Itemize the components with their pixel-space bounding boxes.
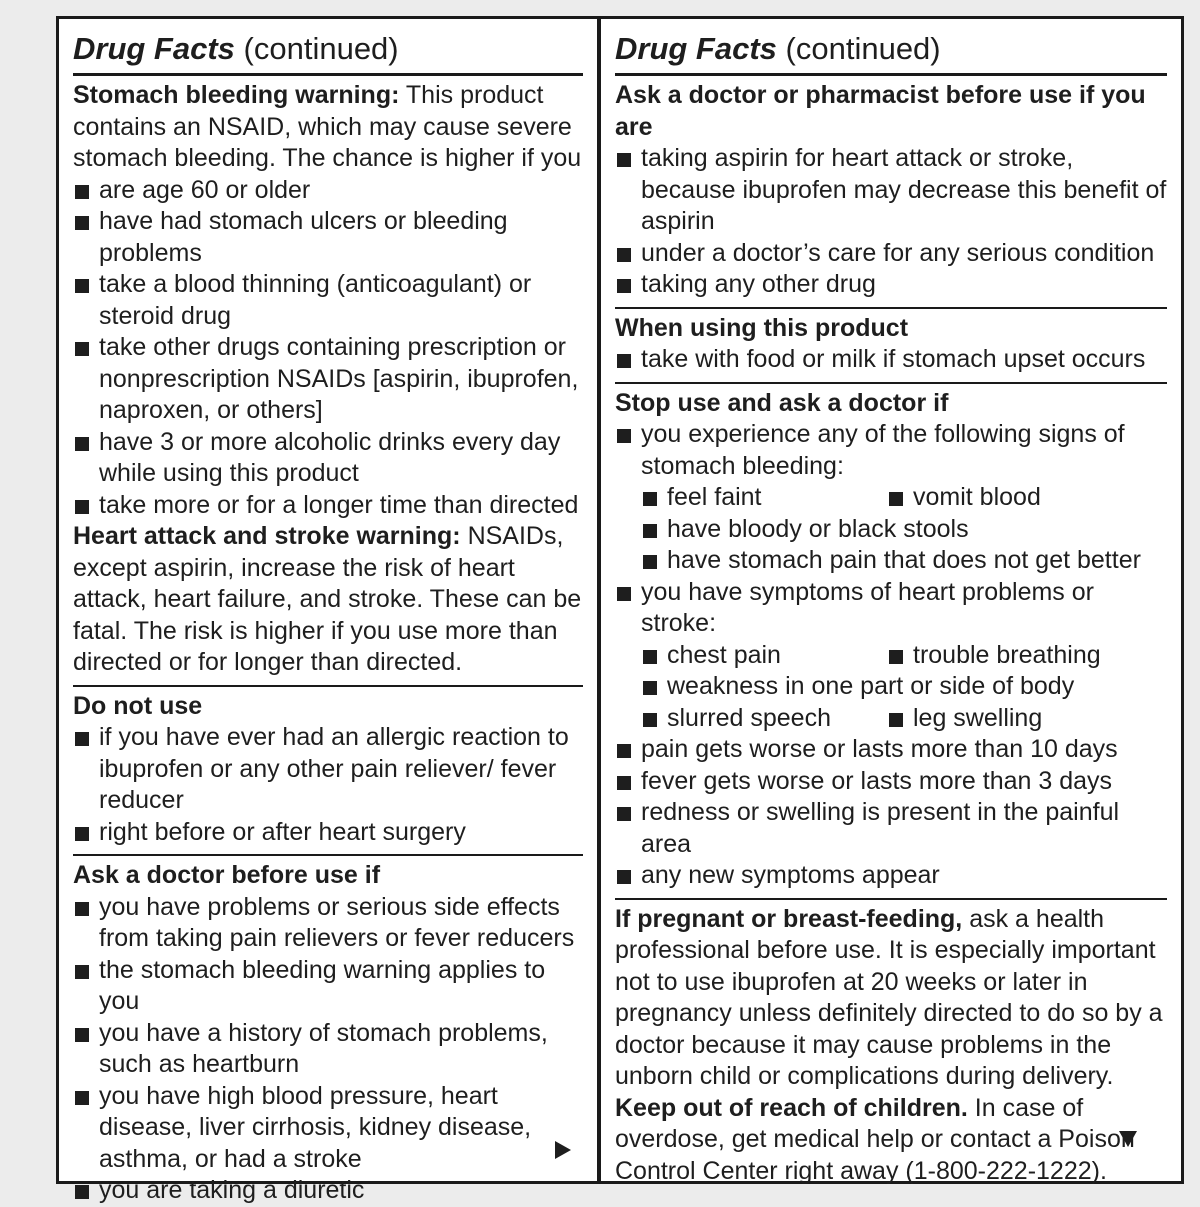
list-item: chest pain	[641, 640, 887, 672]
do-not-use-section	[73, 685, 583, 849]
list-item: weakness in one part or side of body	[641, 671, 1167, 703]
header-title: Drug Facts	[73, 31, 235, 66]
list-item: the stomach bleeding warning applies to you	[73, 955, 583, 1018]
continue-down-arrow-icon	[1119, 1131, 1137, 1147]
list-item: have had stomach ulcers or bleeding problems	[73, 206, 583, 269]
list-item: have 3 or more alcoholic drinks every day while using this product	[73, 427, 583, 490]
right-header	[615, 27, 1167, 76]
header-title: Drug Facts	[615, 31, 777, 66]
stop-use-section	[615, 382, 1167, 892]
list-item: fever gets worse or lasts more than 3 days	[615, 766, 1167, 798]
ask-doctor-section	[73, 854, 583, 1207]
right-panel	[598, 16, 1184, 1184]
stomach-bleeding-text: Stomach bleeding warning: This product contains an NSAID, which may cause severe stomach bleeding. The chance is higher if you	[73, 81, 582, 172]
list-item: under a doctor’s care for any serious condition	[615, 238, 1167, 270]
list-item: you have problems or serious side effects from taking pain relievers or fever reducers	[73, 892, 583, 955]
when-using-section	[615, 307, 1167, 376]
list-item: take other drugs containing prescription or nonprescription NSAIDs [aspirin, ibuprofen, naproxen, or others]	[73, 332, 583, 427]
list-item: slurred speech	[641, 703, 887, 735]
stomach-bleeding-list	[73, 175, 583, 522]
list-item: take with food or milk if stomach upset occurs	[615, 344, 1167, 376]
list-item: leg swelling	[887, 703, 1042, 735]
list-item: you experience any of the following signs of stomach bleeding: feel faint vomit blood have bloody or black stools have stomach pain that does not get better	[615, 419, 1167, 577]
list-item: taking aspirin for heart attack or stroke, because ibuprofen may decrease this benefit of aspirin	[615, 143, 1167, 238]
pregnancy-section	[615, 898, 1167, 1188]
section-title: Ask a doctor before use if	[73, 861, 381, 889]
heart-warning-text: Heart attack and stroke warning: NSAIDs, except aspirin, increase the risk of heart attack, heart failure, and stroke. These can be fatal. The risk is higher if you use more than directed or for longer than directed.	[73, 522, 582, 676]
list-item: you have a history of stomach problems, such as heartburn	[73, 1018, 583, 1081]
list-item: pain gets worse or lasts more than 10 days	[615, 734, 1167, 766]
list-item: feel faint	[641, 482, 887, 514]
left-panel	[56, 16, 600, 1204]
list-item: have bloody or black stools	[641, 514, 1167, 546]
list-item: take more or for a longer time than directed	[73, 490, 583, 522]
list-item: are age 60 or older	[73, 175, 583, 207]
section-title: Stop use and ask a doctor if	[615, 388, 949, 417]
list-item: vomit blood	[887, 482, 1041, 514]
heart-pair	[641, 703, 1167, 735]
list-item: have stomach pain that does not get better	[641, 545, 1167, 577]
header-suffix: (continued)	[234, 31, 399, 66]
section-title: Do not use	[73, 691, 203, 720]
list-item: trouble breathing	[887, 640, 1101, 672]
section-title: Ask a doctor or pharmacist before use if you are	[615, 81, 1146, 141]
list-item: you have symptoms of heart problems or stroke: chest pain trouble breathing weakness in one part or side of body slurred speech leg swelling	[615, 577, 1167, 735]
left-header	[73, 27, 583, 76]
signs-pair	[641, 482, 1167, 514]
section-title: When using this product	[615, 313, 909, 342]
children-text: Keep out of reach of children. In case of overdose, get medical help or contact a Poison Control Center right away (1-800-222-1222).	[615, 1093, 1135, 1185]
list-item: take a blood thinning (anticoagulant) or steroid drug	[73, 269, 583, 332]
list-item: right before or after heart surgery	[73, 817, 583, 849]
list-item: taking any other drug	[615, 269, 1167, 301]
pregnancy-text: If pregnant or breast-feeding, ask a health professional before use. It is especially important not to use ibuprofen at 20 weeks or later in pregnancy unless definitely directed to do so by a doctor because it may cause problems in the unborn child or complications during delivery.	[615, 904, 1163, 1090]
list-item: you have high blood pressure, heart disease, liver cirrhosis, kidney disease, asthma, or had a stroke	[73, 1081, 583, 1176]
list-item: redness or swelling is present in the painful area	[615, 797, 1167, 860]
ask-pharmacist-section	[615, 80, 1167, 301]
list-item: if you have ever had an allergic reaction to ibuprofen or any other pain reliever/ fever reducer	[73, 722, 583, 817]
header-suffix: (continued)	[776, 31, 941, 66]
stomach-bleeding-section	[73, 80, 583, 679]
heart-pair	[641, 640, 1167, 672]
list-item: you are taking a diuretic	[73, 1175, 583, 1207]
continue-arrow-icon	[555, 1141, 571, 1159]
list-item: any new symptoms appear	[615, 860, 1167, 892]
